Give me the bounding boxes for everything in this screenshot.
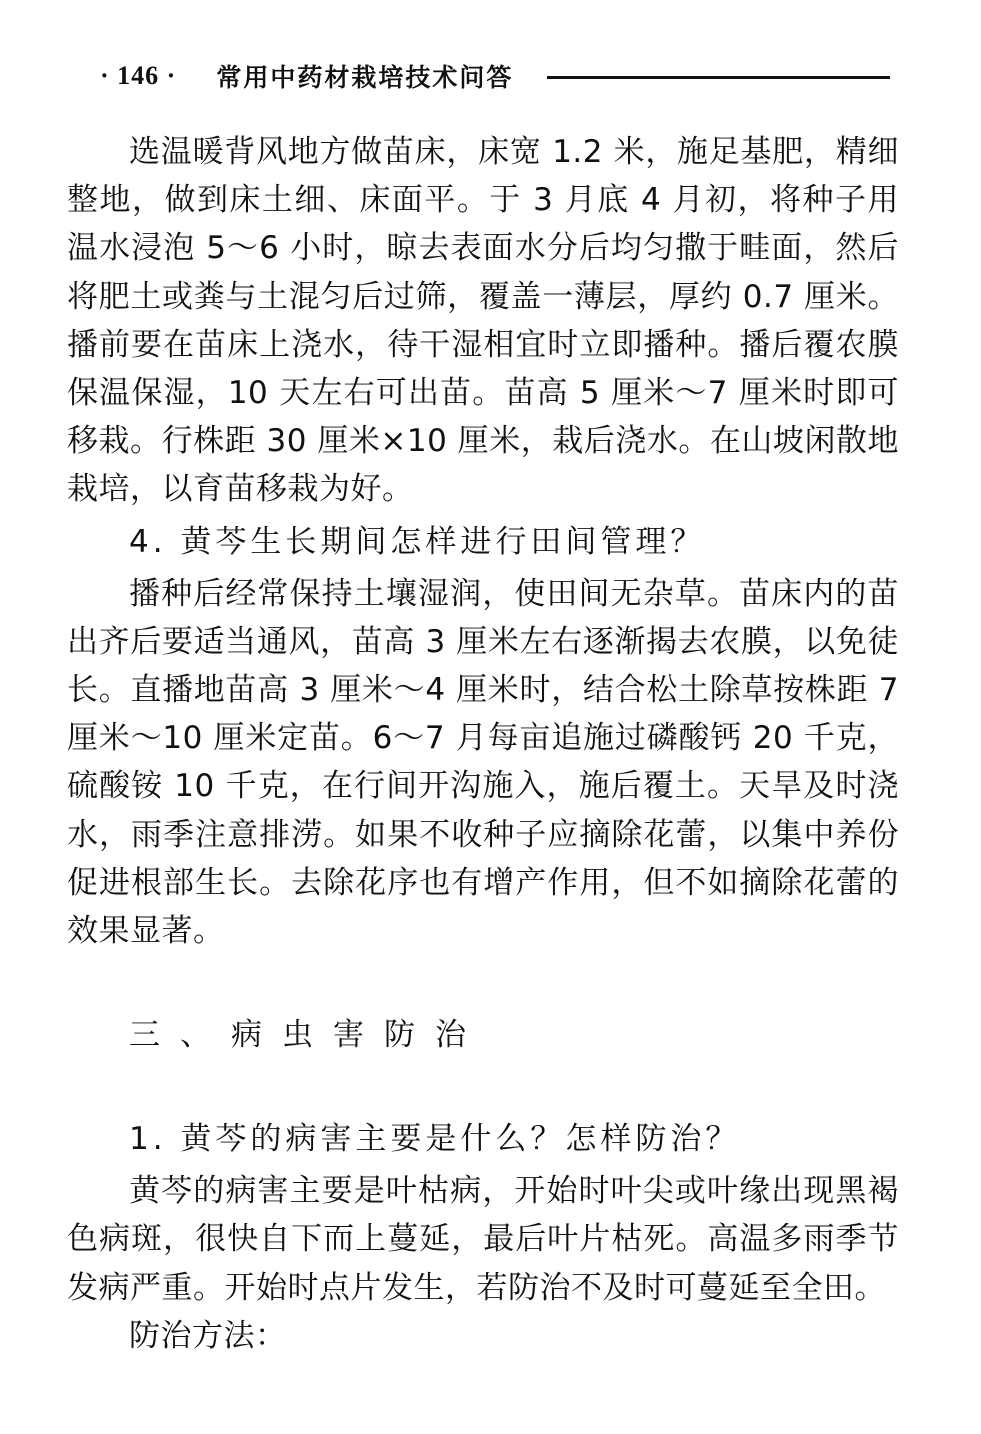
question-field-management: 4. 黄芩生长期间怎样进行田间管理？ (129, 523, 706, 560)
running-title: 常用中药材栽培技术问答 (216, 63, 514, 92)
paragraph-leaf-blight: 黄芩的病害主要是叶枯病，开始时叶尖或叶缘出现黑褐色病斑，很快自下而上蔓延，最后叶片枯死。高温多雨季节发病严重。开始时点片发生，若防治不及时可蔓延至全田。 (67, 1173, 899, 1306)
question-diseases: 1. 黄芩的病害主要是什么？怎样防治？ (129, 1121, 741, 1158)
page-body (67, 128, 899, 1360)
paragraph-nursery-bed: 选温暖背风地方做苗床，床宽 1.2 米，施足基肥，精细整地，做到床土细、床面平。于 3 月底 4 月初，将种子用温水浸泡 5～6 小时，晾去表面水分后均匀撒于畦面，然后将肥土或粪与土混匀后过筛，覆盖一薄层，厚约 0.7 厘米。播前要在苗床上浇水，待干湿相宜时立即播种。播后覆农膜保温保湿，10 天左右可出苗。苗高 5 厘米～7 厘米时即可移栽。行株距 30 厘米×10 厘米，栽后浇水。在山坡闲散地栽培，以育苗移栽为好。 (67, 134, 899, 508)
paragraph-field-management: 播种后经常保持土壤湿润，使田间无杂草。苗床内的苗出齐后要适当通风，苗高 3 厘米左右逐渐揭去农膜，以免徒长。直播地苗高 3 厘米～4 厘米时，结合松土除草按株距 7 厘米～10 厘米定苗。6～7 月每亩追施过磷酸钙 20 千克，硫酸铵 10 千克，在行间开沟施入，施后覆土。天旱及时浇水，雨季注意排涝。如果不收种子应摘除花蕾，以集中养份促进根部生长。去除花序也有增产作用，但不如摘除花蕾的效果显著。 (67, 575, 899, 950)
page-number: · 146 · (100, 61, 177, 90)
header-rule (547, 76, 890, 79)
paragraph-control-methods: 防治方法： (129, 1317, 287, 1354)
page-header (100, 58, 890, 94)
section-heading-pest-control: 三、病虫害防治 (129, 1017, 486, 1054)
